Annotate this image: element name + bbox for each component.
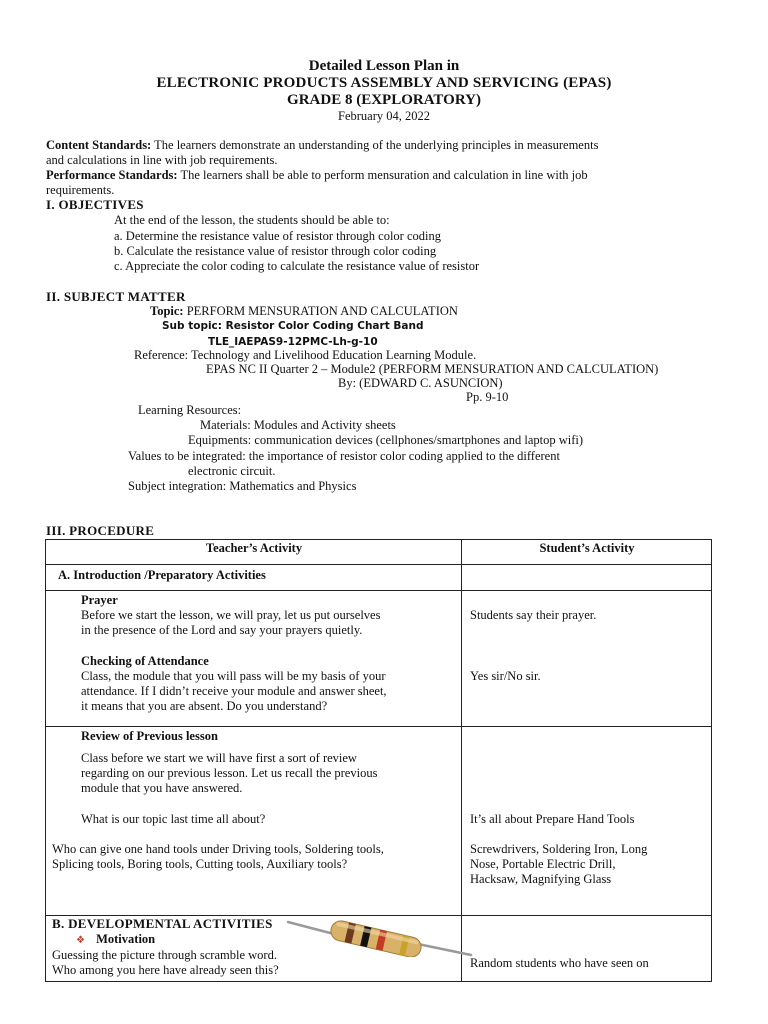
section-a-title: A. Introduction /Preparatory Activities <box>58 568 266 582</box>
table-row <box>46 916 712 982</box>
motivation-line-2: Who among you here have already seen this? <box>52 963 279 977</box>
equipments-line: Equipments: communication devices (cellphones/smartphones and laptop wifi) <box>188 433 584 447</box>
procedure-table <box>45 539 712 982</box>
section-b-title: B. DEVELOPMENTAL ACTIVITIES <box>52 916 273 931</box>
content-standards <box>46 138 726 168</box>
prayer-line-2: in the presence of the Lord and say your prayers quietly. <box>81 623 363 637</box>
objective-item: a. Determine the resistance value of resistor through color coding <box>114 229 441 243</box>
review-question: What is our topic last time all about? <box>81 812 266 826</box>
subject-integration: Subject integration: Mathematics and Physics <box>128 479 357 493</box>
reference-author: By: (EDWARD C. ASUNCION) <box>338 376 503 390</box>
values-line-1: Values to be integrated: the importance of resistor color coding applied to the different <box>128 449 560 463</box>
objective-item: b. Calculate the resistance value of resistor through color coding <box>114 244 437 258</box>
table-row <box>46 591 712 727</box>
motivation-line-1: Guessing the picture through scramble word. <box>52 948 277 962</box>
competency-code: TLE_IAEPAS9-12PMC-Lh-g-10 <box>208 336 378 348</box>
subject-matter-heading: II. SUBJECT MATTER <box>46 289 186 304</box>
topic-line <box>150 304 458 319</box>
col-student-label: Student’s Activity <box>539 541 635 555</box>
tools-question-1: Who can give one hand tools under Driving tools, Soldering tools, <box>52 842 384 856</box>
tools-answer-2: Nose, Portable Electric Drill, <box>470 857 616 871</box>
learning-resources-label: Learning Resources: <box>138 403 242 417</box>
subtopic: Sub topic: Resistor Color Coding Chart Band <box>162 320 424 332</box>
materials-line: Materials: Modules and Activity sheets <box>200 418 396 432</box>
prayer-line-1: Before we start the lesson, we will pray, let us put ourselves <box>81 608 381 622</box>
content-standards-label: Content Standards: <box>46 138 152 152</box>
table-row <box>46 727 712 916</box>
content-standards-text-2: and calculations in line with job requirements. <box>46 153 278 167</box>
lesson-plan-title: Detailed Lesson Plan in <box>308 58 460 74</box>
reference-pages: Pp. 9-10 <box>466 390 509 404</box>
reference-line: Reference: Technology and Livelihood Education Learning Module. <box>134 348 477 362</box>
prayer-label: Prayer <box>81 593 118 607</box>
subject-title: ELECTRONIC PRODUCTS ASSEMBLY AND SERVICING (EPAS) <box>156 75 612 91</box>
header-cell-teacher <box>46 540 462 565</box>
diamond-bullet-icon: ❖ <box>76 935 85 946</box>
attendance-line-3: it means that you are absent. Do you understand? <box>81 699 328 713</box>
reference-module: EPAS NC II Quarter 2 – Module2 (PERFORM MENSURATION AND CALCULATION) <box>206 362 659 376</box>
performance-standards-text-1: The learners shall be able to perform mensuration and calculation in line with job <box>177 168 588 182</box>
table-header-row <box>46 540 712 565</box>
topic-value: PERFORM MENSURATION AND CALCULATION <box>183 304 458 318</box>
motivation-label: Motivation <box>96 932 156 946</box>
table-row <box>46 565 712 591</box>
header-cell-student <box>462 540 712 565</box>
objectives-heading: I. OBJECTIVES <box>46 197 144 212</box>
content-standards-text-1: The learners demonstrate an understanding of the underlying principles in measurements <box>151 138 599 152</box>
grade-title: GRADE 8 (EXPLORATORY) <box>287 92 481 108</box>
tools-answer-1: Screwdrivers, Soldering Iron, Long <box>470 842 648 856</box>
lesson-date: February 04, 2022 <box>338 109 430 123</box>
resistor-image <box>286 917 476 957</box>
performance-standards-label: Performance Standards: <box>46 168 178 182</box>
attendance-line-1: Class, the module that you will pass will be my basis of your <box>81 669 386 683</box>
col-teacher-label: Teacher’s Activity <box>205 541 303 555</box>
attendance-line-2: attendance. If I didn’t receive your module and answer sheet, <box>81 684 387 698</box>
objective-item: c. Appreciate the color coding to calculate the resistance value of resistor <box>114 259 480 273</box>
attendance-student-response: Yes sir/No sir. <box>470 669 541 683</box>
prayer-student-response: Students say their prayer. <box>470 608 597 622</box>
topic-label: Topic: <box>150 304 184 318</box>
review-line-1: Class before we start we will have first a sort of review <box>81 751 357 765</box>
tools-question-2: Splicing tools, Boring tools, Cutting tools, Auxiliary tools? <box>52 857 348 871</box>
values-line-2: electronic circuit. <box>188 464 276 478</box>
procedure-heading: III. PROCEDURE <box>46 523 155 538</box>
attendance-label: Checking of Attendance <box>81 654 209 668</box>
review-line-2: regarding on our previous lesson. Let us recall the previous <box>81 766 378 780</box>
review-label: Review of Previous lesson <box>81 729 218 743</box>
review-line-3: module that you have answered. <box>81 781 243 795</box>
motivation-row <box>76 932 155 948</box>
tools-answer-3: Hacksaw, Magnifying Glass <box>470 872 612 886</box>
performance-standards-text-2: requirements. <box>46 183 115 197</box>
motivation-student-response: Random students who have seen on <box>470 956 649 970</box>
performance-standards <box>46 168 726 198</box>
review-answer: It’s all about Prepare Hand Tools <box>470 812 635 826</box>
objectives-intro: At the end of the lesson, the students should be able to: <box>114 213 390 227</box>
